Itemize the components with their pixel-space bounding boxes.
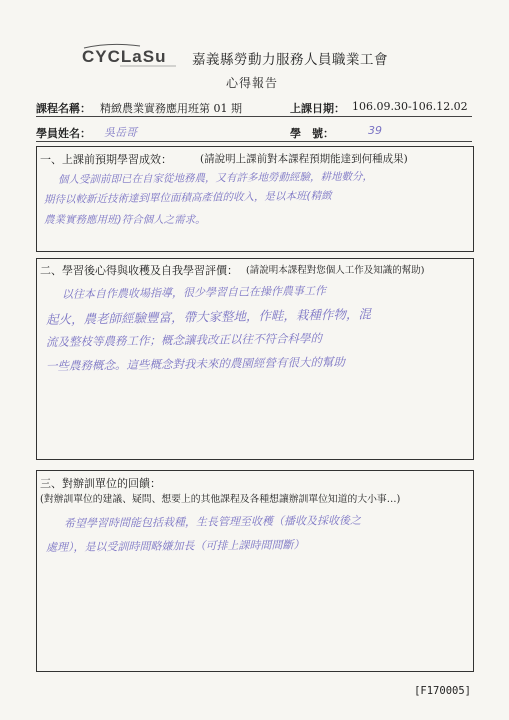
student-name-label: 學員姓名： [36,127,91,140]
section3-title: 三、對辦訓單位的回饋： [40,477,161,490]
section2-line-2: 起火，農老師經驗豐富，帶大家整地，作畦，栽種作物，混 [45,306,372,327]
section1-title: 一、上課前預期學習成效： [40,153,172,166]
section1-line-3: 農業實務應用班)符合個人之需求。 [44,214,206,226]
section3-line-2: 處理），是以受訓時間略嫌加長（可排上課時間間斷） [45,538,305,554]
cyclosu-logo [80,40,180,70]
organization-title: 嘉義縣勞動力服務人員職業工會 [192,52,388,68]
section3-hint: (對辦訓單位的建議、疑問、想要上的其他課程及各種想讓辦訓單位知道的大小事…) [40,494,401,505]
form-code: [F170005] [414,685,471,697]
course-name-value: 精緻農業實務應用班第 01 期 [100,102,242,115]
logo-text: CYCLaSu [82,47,167,66]
section1-hint: (請說明上課前對本課程預期能達到何種成果) [200,153,408,165]
student-name-value: 吳岳哥 [104,126,137,139]
section2-line-3: 流及整枝等農務工作；概念讓我改正以往不符合科學的 [45,331,323,349]
section2-line-4: 一些農務概念。這些概念對我未來的農園經營有很大的幫助 [45,354,346,373]
course-date-value: 106.09.30-106.12.02 [352,100,468,113]
section2-hint: (請說明本課程對您個人工作及知識的幫助) [246,265,425,276]
course-name-label: 課程名稱： [36,102,91,115]
section2-line-1: 以往本自作農收場指導，很少學習自己在操作農事工作 [61,284,327,301]
section2-title: 二、學習後心得與收穫及自我學習評價： [40,264,238,277]
student-id-label: 學 號： [290,127,334,140]
student-id-value: 39 [368,124,382,137]
section1-line-2: 期待以較新近技術達到單位面積高產值的收入，是以本班(精緻 [43,189,332,206]
student-row-line [36,141,472,142]
course-row-line [36,116,472,117]
course-date-label: 上課日期： [290,102,345,115]
section1-line-1: 個人受訓前即已在自家從地務農，又有許多地勞動經驗，耕地數分， [57,170,374,186]
section3-line-1: 希望學習時間能包括栽種，生長管理至收穫（播收及採收後之 [63,513,362,530]
report-title: 心得報告 [226,76,279,90]
